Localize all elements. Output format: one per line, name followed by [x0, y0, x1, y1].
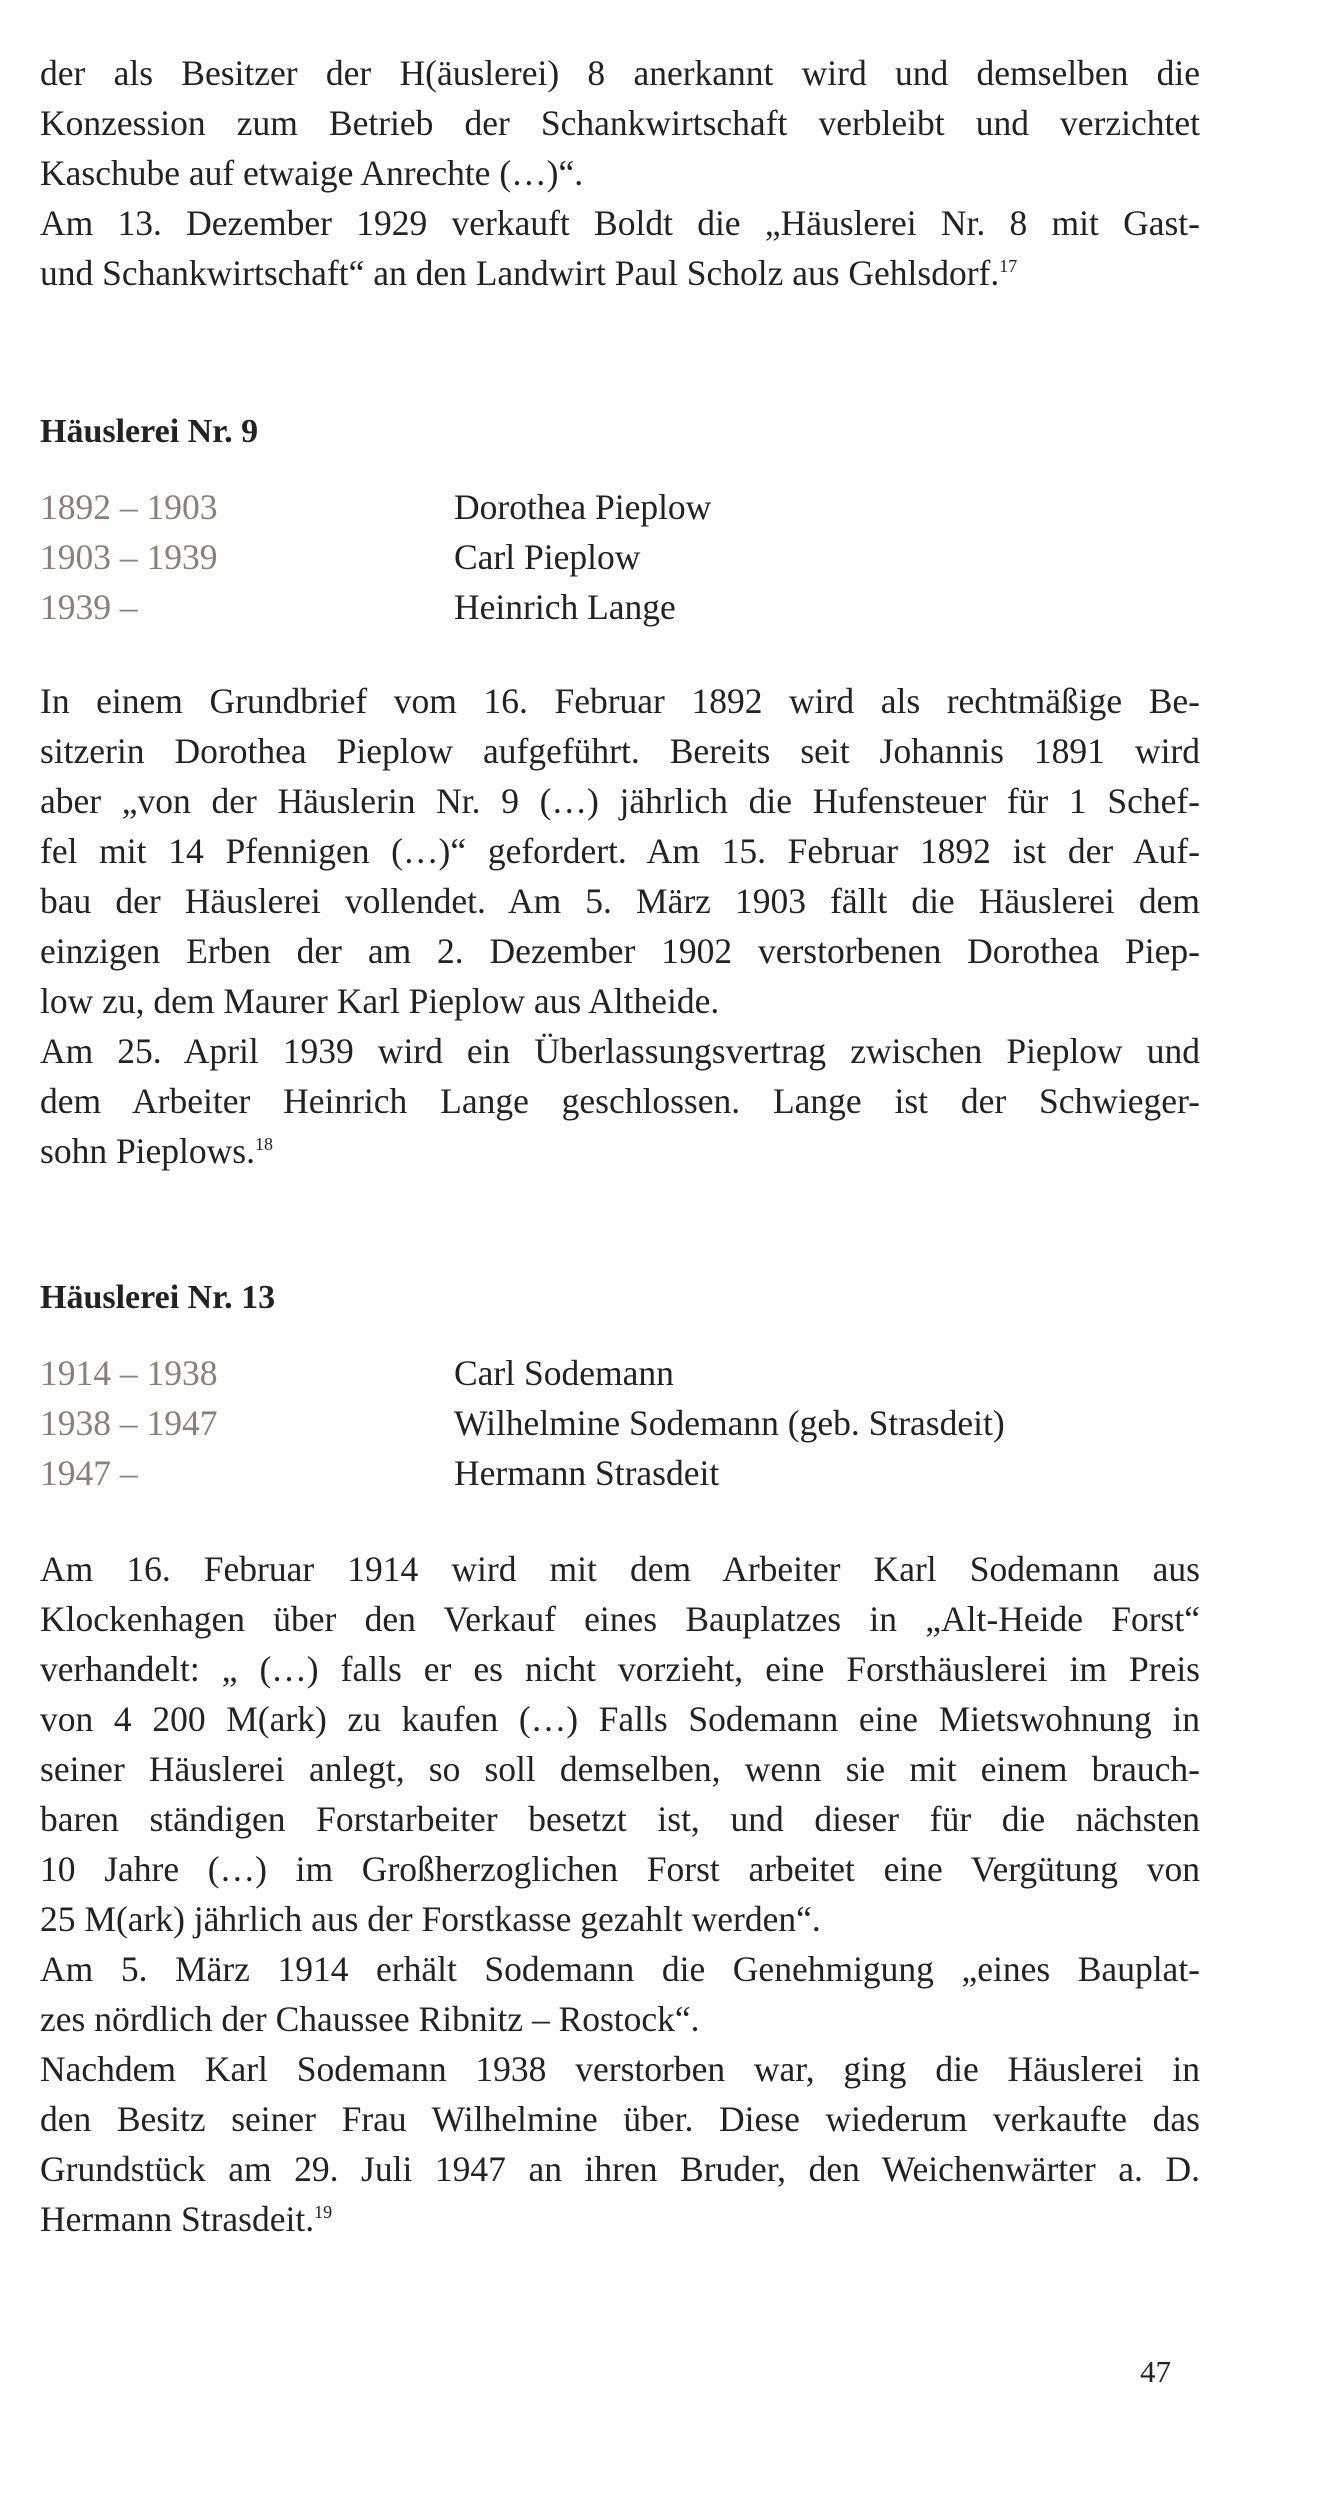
- text-line: fel mit 14 Pfennigen (…)“ gefordert. Am 15. Februar 1892 ist der Auf-: [40, 831, 1200, 871]
- text-line: seiner Häuslerei anlegt, so soll demselben, wenn sie mit einem brauch-: [40, 1749, 1200, 1789]
- owner-name: Heinrich Lange: [454, 587, 676, 627]
- owner-name: Carl Pieplow: [454, 537, 641, 577]
- text-line: Am 16. Februar 1914 wird mit dem Arbeiter Karl Sodemann aus: [40, 1549, 1200, 1589]
- text-line: den Besitz seiner Frau Wilhelmine über. Diese wiederum verkaufte das: [40, 2099, 1200, 2139]
- intro-paragraph-2: [40, 198, 1200, 298]
- owner-row: [40, 482, 1240, 532]
- text-line: dem Arbeiter Heinrich Lange geschlossen. Lange ist der Schwieger-: [40, 1081, 1200, 1121]
- text-line: der als Besitzer der H(äuslerei) 8 anerkannt wird und demselben die: [40, 53, 1200, 93]
- text-line: Am 13. Dezember 1929 verkauft Boldt die „Häuslerei Nr. 8 mit Gast-: [40, 203, 1200, 243]
- section-13-paragraph-2: [40, 1944, 1200, 2044]
- text-line: Hermann Strasdeit.: [40, 2199, 315, 2239]
- section-9-paragraph-1: [40, 676, 1200, 1026]
- owner-years: 1892 – 1903: [40, 487, 218, 527]
- owner-name: Dorothea Pieplow: [454, 487, 712, 527]
- owner-years: 1939 –: [40, 587, 138, 627]
- text-line: verhandelt: „ (…) falls er es nicht vorzieht, eine Forsthäuslerei im Preis: [40, 1649, 1200, 1689]
- text-line: Grundstück am 29. Juli 1947 an ihren Bruder, den Weichenwärter a. D.: [40, 2149, 1200, 2189]
- text-line: Am 25. April 1939 wird ein Überlassungsvertrag zwischen Pieplow und: [40, 1031, 1200, 1071]
- owner-name: Carl Sodemann: [454, 1353, 674, 1393]
- text-line: bau der Häuslerei vollendet. Am 5. März 1903 fällt die Häuslerei dem: [40, 881, 1200, 921]
- text-line: von 4 200 M(ark) zu kaufen (…) Falls Sodemann eine Mietswohnung in: [40, 1699, 1200, 1739]
- text-line: Klockenhagen über den Verkauf eines Bauplatzes in „Alt-Heide Forst“: [40, 1599, 1200, 1639]
- section-heading-9: Häuslerei Nr. 9: [40, 413, 259, 450]
- page-number: 47: [1140, 2354, 1171, 2389]
- owner-row: [40, 582, 1240, 632]
- text-line-with-footnote: [40, 1126, 1200, 1176]
- owner-years: 1914 – 1938: [40, 1353, 218, 1393]
- owner-list-13: [40, 1348, 1240, 1498]
- owner-row: [40, 532, 1240, 582]
- owner-row: [40, 1448, 1240, 1498]
- text-line: zes nördlich der Chaussee Ribnitz – Rostock“.: [40, 1999, 700, 2039]
- text-line: 10 Jahre (…) im Großherzoglichen Forst arbeitet eine Vergütung von: [40, 1849, 1200, 1889]
- owner-years: 1903 – 1939: [40, 537, 218, 577]
- owner-years: 1947 –: [40, 1453, 138, 1493]
- text-line: aber „von der Häuslerin Nr. 9 (…) jährlich die Hufensteuer für 1 Schef-: [40, 781, 1200, 821]
- text-line-with-footnote: [40, 2194, 1200, 2244]
- text-line: Am 5. März 1914 erhält Sodemann die Genehmigung „eines Bauplat-: [40, 1949, 1200, 1989]
- owner-row: [40, 1398, 1240, 1448]
- owner-name: Hermann Strasdeit: [454, 1453, 720, 1493]
- text-line: sohn Pieplows.: [40, 1131, 255, 1171]
- text-line: einzigen Erben der am 2. Dezember 1902 verstorbenen Dorothea Piep-: [40, 931, 1200, 971]
- text-line: sitzerin Dorothea Pieplow aufgeführt. Bereits seit Johannis 1891 wird: [40, 731, 1200, 771]
- section-13-paragraph-3: [40, 2044, 1200, 2244]
- text-line: Konzession zum Betrieb der Schankwirtschaft verbleibt und verzichtet: [40, 103, 1200, 143]
- footnote-ref: 17: [999, 256, 1018, 277]
- text-line: und Schankwirtschaft“ an den Landwirt Paul Scholz aus Gehlsdorf.: [40, 253, 1000, 293]
- text-line: low zu, dem Maurer Karl Pieplow aus Altheide.: [40, 981, 720, 1021]
- text-line: In einem Grundbrief vom 16. Februar 1892 wird als rechtmäßige Be-: [40, 681, 1200, 721]
- text-line: Nachdem Karl Sodemann 1938 verstorben war, ging die Häuslerei in: [40, 2049, 1200, 2089]
- owner-list-9: [40, 482, 1240, 632]
- footnote-ref: 18: [255, 1134, 273, 1155]
- owner-name: Wilhelmine Sodemann (geb. Strasdeit): [454, 1403, 1005, 1443]
- text-line: 25 M(ark) jährlich aus der Forstkasse gezahlt werden“.: [40, 1899, 821, 1939]
- owner-years: 1938 – 1947: [40, 1403, 218, 1443]
- intro-paragraph: [40, 48, 1200, 198]
- text-line-with-footnote: [40, 248, 1200, 298]
- owner-row: [40, 1348, 1240, 1398]
- text-line: baren ständigen Forstarbeiter besetzt ist, und dieser für die nächsten: [40, 1799, 1200, 1839]
- section-13-paragraph-1: [40, 1544, 1200, 1944]
- section-9-paragraph-2: [40, 1026, 1200, 1176]
- text-line: Kaschube auf etwaige Anrechte (…)“.: [40, 153, 584, 193]
- footnote-ref: 19: [314, 2202, 333, 2223]
- section-heading-13: Häuslerei Nr. 13: [40, 1279, 276, 1316]
